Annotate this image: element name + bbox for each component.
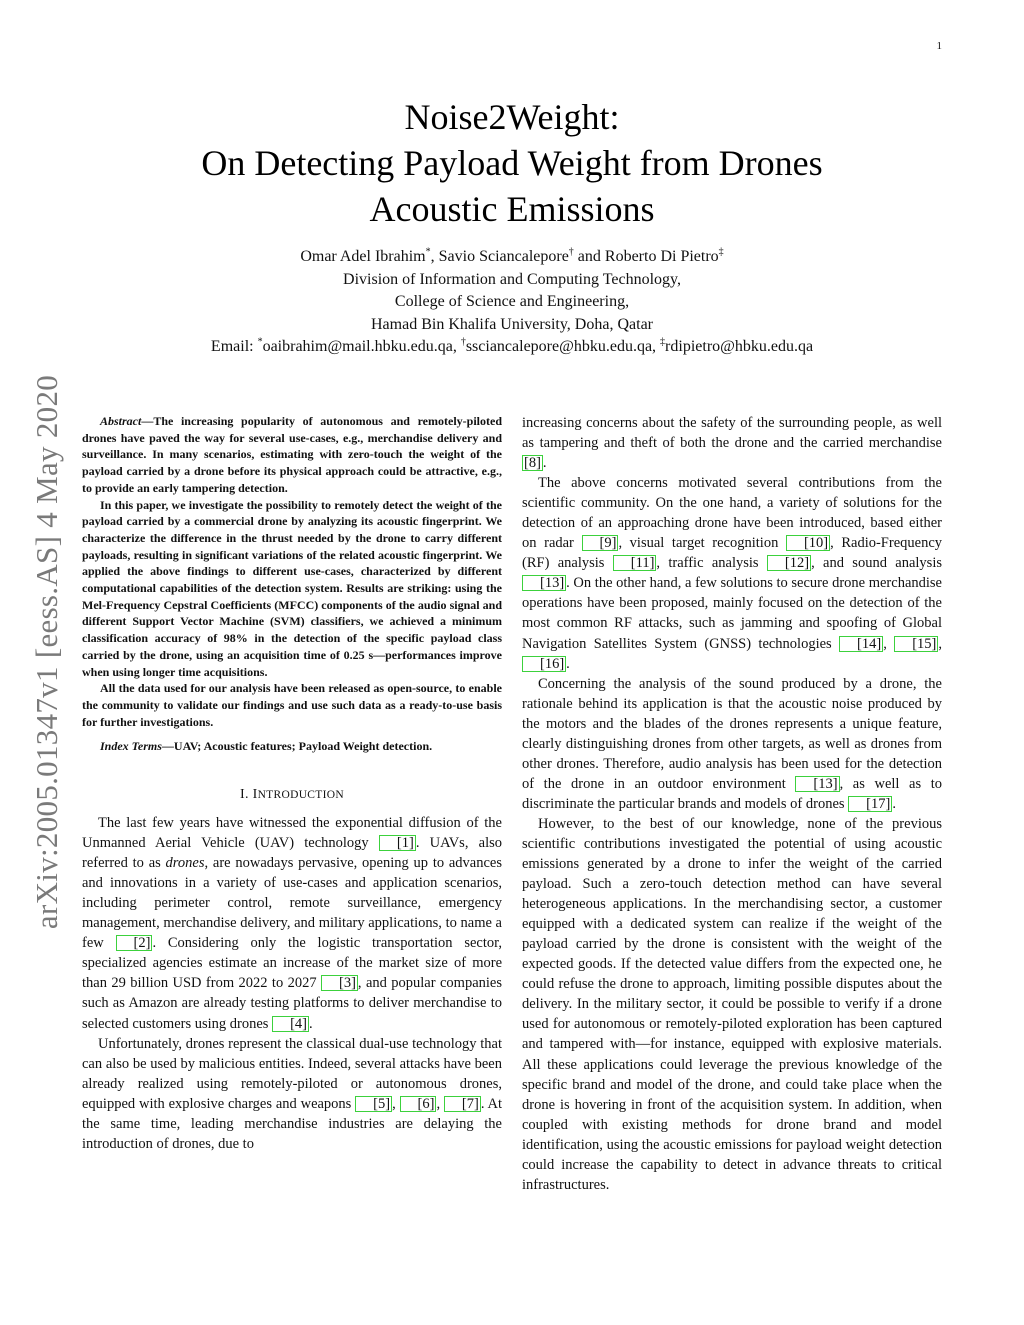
affiliation-line: Division of Information and Computing Technology, [343,270,681,288]
index-terms-label: Index Terms [100,739,162,754]
body-text-run: . At the same time, leading merchandise industries are delaying the introduction of drones, due to [82,1095,502,1152]
citation-link[interactable]: [6] [400,1096,437,1112]
body-text-run: The last few years have witnessed the exponential diffusion of the Unmanned Aerial Vehicle (UAV) technology [82,815,502,852]
author-mark: ‡ [718,246,724,258]
body-text-run: . [542,455,547,472]
paper-header [0,94,1024,359]
email-address: rdipietro@hbku.edu.qa [665,338,814,355]
body-text-run: . [892,795,896,812]
citation-link[interactable]: [16] [522,656,566,672]
citation-link[interactable]: [8] [524,455,541,472]
body-text-run: . UAVs, also referred to as [82,835,503,872]
citation-link[interactable]: [5] [355,1096,392,1112]
section-heading-introduction [82,787,502,803]
body-text-run: increasing concerns about the safety of the surrounding people, as well as tampering and theft of both the drone and the carried merchandise [522,415,942,452]
email-mark: † [460,336,466,348]
author-mark: † [568,246,574,258]
title-line: Noise2Weight: [404,97,620,137]
body-text-run: The above concerns motivated several contributions from the scientific community. On the one hand, a variety of solutions for the detection of an approaching drone have been introduced, based either on radar [522,475,942,552]
body-text-run: , and popular companies such as Amazon are already testing platforms to deliver merchandise to selected customers using drones [82,975,502,1032]
section-number: I. [240,787,253,803]
affiliation-line: Hamad Bin Khalifa University, Doha, Qatar [371,315,653,333]
citation-link[interactable]: [2] [116,935,153,951]
body-paragraph [82,813,502,1034]
body-text-run: . [566,655,570,672]
author-names [0,246,1024,269]
citation-link[interactable]: [3] [321,975,358,991]
author-block [0,246,1024,359]
title-line: Acoustic Emissions [369,189,655,229]
email-mark: ‡ [660,336,666,348]
body-text-run: , [392,1095,400,1112]
email-line [0,336,1024,359]
citation-link[interactable]: [7] [444,1096,481,1112]
body-paragraph: However, to the best of our knowledge, none of the previous scientific contributions investigated the potential of using acoustic emissions generated by a drone to infer the weight of the carried payload. Such a zero-touch detection method can have several heterogeneous applications. In the merchandising sector, a customer equipped with a dedicated system can realize if the weight of the payload carried by the drone is consistent with the weight of the expected goods. If the detected value differs from the expected one, he could refuse the drone to approach, limiting possible disputes about the delivery. In the military sector, it could be possible to verify if a drone used for autonomous or remotely-piloted exploration has been captured and tampered with—for instance, equipped with explosive materials. All these applications could leverage the previous knowledge of the specific brand and model of the drone, and could take place when the drone is hovering in front of the acquisition system. In addition, when coupled with existing methods for drone brand and model identification, using the acoustic emissions for payload weight detection could increase the capability to detect in advance threats to critical infrastructures. [522,815,942,1193]
title-line: On Detecting Payload Weight from Drones [201,143,823,183]
citation-link[interactable]: [1] [379,835,416,851]
citation-link[interactable]: [13] [522,575,566,591]
author-separator: , [430,248,439,265]
email-address: oaibrahim@mail.hbku.edu.qa, [262,338,461,355]
citation-link[interactable]: [4] [272,1016,309,1032]
index-terms [82,738,502,755]
body-text-run: , [938,635,942,652]
body-text-run: , as well as to discriminate the particular brands and models of drones [522,775,942,812]
author-separator: and [573,248,605,265]
index-terms-text: —UAV; Acoustic features; Payload Weight detection. [161,739,433,754]
body-paragraph [522,473,942,673]
left-column [82,413,502,1154]
body-text-run: Concerning the analysis of the sound produced by a drone, the rationale behind its application is that the acoustic noise produced by the motors and the blades of the drones represents a unique feature, clearly distinguishing drones from other targets, as well as drones from other drones. Therefore, audio analysis has been used for the detection of the drone in an outdoor environment [522,675,942,792]
page-number: 1 [936,40,942,52]
body-text-run: , Radio-Frequency (RF) analysis [522,535,943,572]
body-text-run: , are nowadays pervasive, opening up to advances and innovations in a variety of use-cases and application scenarios, including perimeter control, remote surveillance, emergency management, merchandise delivery, and military applications, to name a few [82,855,502,952]
citation-link[interactable]: [14] [839,636,883,652]
email-address: ssciancalepore@hbku.edu.qa, [465,338,661,355]
citation-link[interactable]: [9] [582,535,619,551]
body-text-run: . Considering only the logistic transportation sector, specialized agencies estimate an increase of the market size of more than 29 billion USD from 2022 to 2027 [82,935,502,992]
section-initial: I [252,787,258,803]
email-label: Email: [210,338,258,355]
right-column [522,413,942,1195]
body-text-run: Unfortunately, drones represent the classical dual-use technology that can also be used by malicious entities. Indeed, several attacks have been already realized using remotely-piloted or autonomous drones, equipped with explosive charges and weapons [82,1035,502,1112]
abstract-paragraph: In this paper, we investigate the possibility to remotely detect the weight of the payload carried by a commercial drone by analyzing its acoustic fingerprint. We characterize the difference in the thrust needed by the drone to carry different payloads, resulting in significant variations of the related acoustic fingerprint. We applied the above findings to different use-cases, characterized by different computational capabilities of the detection system. Results are striking: using the Mel-Frequency Cepstral Coefficients (MFCC) components of the audio signal and different Support Vector Machine (SVM) classifiers, we achieved a minimum classification accuracy of 98% in the detection of the specific payload class carried by the drone, using an acquisition time of 0.25 s—performances improve when using longer time acquisitions. [82,497,502,679]
body-text-run: . [309,1015,313,1032]
citation-link[interactable]: [15] [894,636,938,652]
abstract-label: Abstract [100,414,142,428]
introduction-body-right [522,413,942,1195]
introduction-body-left [82,813,502,1154]
author-name: Savio Sciancalepore [438,248,569,265]
affiliation-line: College of Science and Engineering, [394,293,630,310]
email-mark: * [257,336,263,348]
paper-title [0,94,1024,232]
body-text-run: . On the other hand, a few solutions to secure drone merchandise operations have been proposed, mainly focused on the detection of the most common RF attacks, such as jamming and spoofing of Global Navigation Satellites System (GNSS) technologies [522,575,942,652]
body-paragraph [522,674,942,814]
abstract-text: —The increasing popularity of autonomous and remotely-piloted drones have paved the way for several use-cases, e.g., merchandise delivery and surveillance. In many scenarios, estimating with zero-touch the weight of the payload carried by a drone before its physical approach could be attractive, e.g., to provide an early tampering detection. [82,414,502,495]
abstract-paragraph: All the data used for our analysis have been released as open-source, to enable the community to validate our findings and use such data as a ready-to-use basis for further investigations. [82,681,502,729]
author-name: Roberto Di Pietro [604,248,719,265]
emphasis-text: drones [165,855,205,872]
body-text-run: , [436,1095,444,1112]
body-text-run: , traffic analysis [656,555,767,572]
author-mark: * [425,246,431,258]
body-paragraph [522,413,942,473]
body-text-run: , [883,635,895,652]
citation-link[interactable]: [12] [767,555,811,571]
citation-link[interactable]: [11] [613,555,657,571]
citation-link[interactable]: [10] [786,535,830,551]
author-name: Omar Adel Ibrahim [300,248,426,265]
body-text-run: , visual target recognition [618,535,786,552]
abstract-paragraph [82,413,502,497]
section-title-rest: NTRODUCTION [257,789,344,802]
arxiv-identifier-stamp: arXiv:2005.01347v1 [eess.AS] 4 May 2020 [29,374,64,930]
citation-link[interactable]: [17] [848,796,892,812]
citation-link[interactable]: [13] [795,776,839,792]
body-paragraph [82,1034,502,1154]
body-text-run: , and sound analysis [811,555,942,572]
abstract [82,413,502,730]
